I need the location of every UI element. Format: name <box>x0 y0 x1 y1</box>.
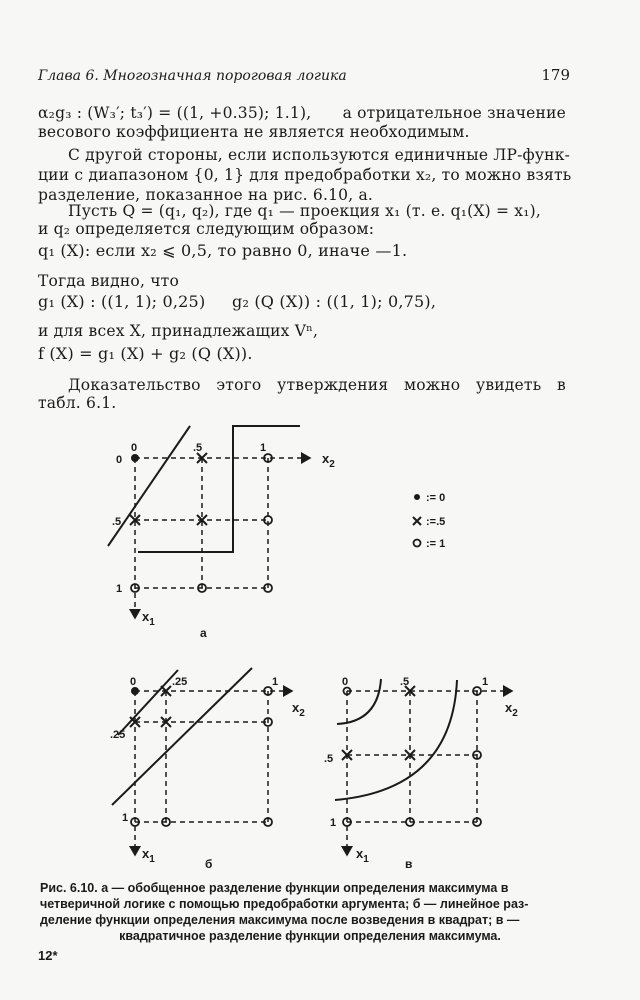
word-1: Доказательство <box>68 376 201 394</box>
label-fig-c: в <box>405 857 413 871</box>
label-c-top-5: .5 <box>400 676 410 688</box>
separator-step-a <box>138 426 300 552</box>
label-a-left-1: 1 <box>116 583 123 595</box>
label-a-top-1: 1 <box>260 442 267 454</box>
formula-g2: g₂ (Q (X)) : ((1, 1); 0,75), <box>232 292 437 311</box>
legend-dot-icon <box>414 494 420 500</box>
label-c-top-0: 0 <box>342 676 349 688</box>
caption-line-2: четверичной логике с помощью предобработки аргумента; б — линейное раз- <box>40 897 529 911</box>
text-line-7: и q₂ определяется следующим образом: <box>38 220 375 238</box>
diagram-b <box>112 668 292 855</box>
legend-text-5: :=.5 <box>426 516 446 528</box>
text-line-4: ции с диапазоном {0, 1} для предобработки x₂, то можно взять <box>38 166 572 184</box>
word-5: увидеть <box>476 376 542 394</box>
legend-text-1: := 1 <box>426 538 446 550</box>
diagram-c <box>335 679 512 855</box>
text-line-14: табл. 6.1. <box>38 394 117 412</box>
formula-g1: g₁ (X) : ((1, 1); 0,25) <box>38 292 206 311</box>
label-b-left-1: 1 <box>122 812 129 824</box>
word-6: в <box>557 376 566 394</box>
text-line-3: С другой стороны, если используются единичные ЛР-функ- <box>68 146 571 164</box>
caption-line-1: Рис. 6.10. а — обобщенное разделение функции определения максимума в <box>40 881 509 895</box>
text-line-1-tail: а отрицательное значение <box>342 104 566 122</box>
point-0-a <box>132 455 139 462</box>
legend-circle-icon <box>414 540 421 547</box>
label-b-top-0: 0 <box>130 676 137 688</box>
point-0-b <box>132 688 139 695</box>
text-line-2: весового коэффициента не является необходимым. <box>38 123 470 141</box>
formula-f: f (X) = g₁ (X) + g₂ (Q (X)). <box>38 344 253 363</box>
label-a-x2: $x_2$ <box>322 451 335 470</box>
legend-cross-icon <box>413 517 421 525</box>
label-b-top-1: 1 <box>272 676 279 688</box>
label-c-x1: $x_1$ <box>356 846 369 865</box>
page-number: 179 <box>541 66 570 84</box>
diagram-a <box>108 426 310 618</box>
label-c-left-1: 1 <box>330 817 337 829</box>
label-a-x1: $x_1$ <box>142 609 155 628</box>
word-2: этого <box>216 376 262 394</box>
caption-line-3: деление функции определения максимума после возведения в квадрат; в — <box>40 913 520 927</box>
label-a-top-5: .5 <box>193 442 203 454</box>
label-b-x2: $x_2$ <box>292 700 305 719</box>
label-fig-b: б <box>205 857 213 871</box>
label-c-left-5: .5 <box>324 753 334 765</box>
separator-diagonal-a <box>108 426 190 546</box>
legend-text-0: := 0 <box>426 492 446 504</box>
label-b-top-25: .25 <box>172 676 188 688</box>
text-line-9: Тогда видно, что <box>38 272 179 290</box>
text-line-11: и для всех X, принадлежащих Vⁿ, <box>38 322 319 340</box>
label-b-left-25: .25 <box>110 729 126 741</box>
signature-mark: 12* <box>38 948 58 963</box>
label-c-top-1: 1 <box>482 676 489 688</box>
label-a-left-5: .5 <box>112 516 122 528</box>
legend <box>413 492 445 550</box>
word-3: утверждения <box>277 376 389 394</box>
label-b-x1: $x_1$ <box>142 846 155 865</box>
label-c-x2: $x_2$ <box>505 700 518 719</box>
label-a-top-0: 0 <box>131 442 138 454</box>
text-line-5: разделение, показанное на рис. 6.10, а. <box>38 186 374 204</box>
running-header: Глава 6. Многозначная пороговая логика <box>38 68 347 84</box>
formula-q1: q₁ (X): если x₂ ⩽ 0,5, то равно 0, иначе —1. <box>38 241 408 260</box>
word-4: можно <box>404 376 461 394</box>
label-fig-a: а <box>200 626 207 640</box>
separator-arc-large-c <box>335 680 457 800</box>
formula-alpha-g3: α₂g₃ : (W₃′; t₃′) = ((1, +0.35); 1.1), <box>38 104 312 122</box>
caption-line-4: квадратичное разделение функции определения максимума. <box>119 929 501 943</box>
text-line-6: Пусть Q = (q₁, q₂), где q₁ — проекция x₁ (т. е. q₁(X) = x₁), <box>68 202 542 220</box>
label-a-left-0: 0 <box>116 454 123 466</box>
